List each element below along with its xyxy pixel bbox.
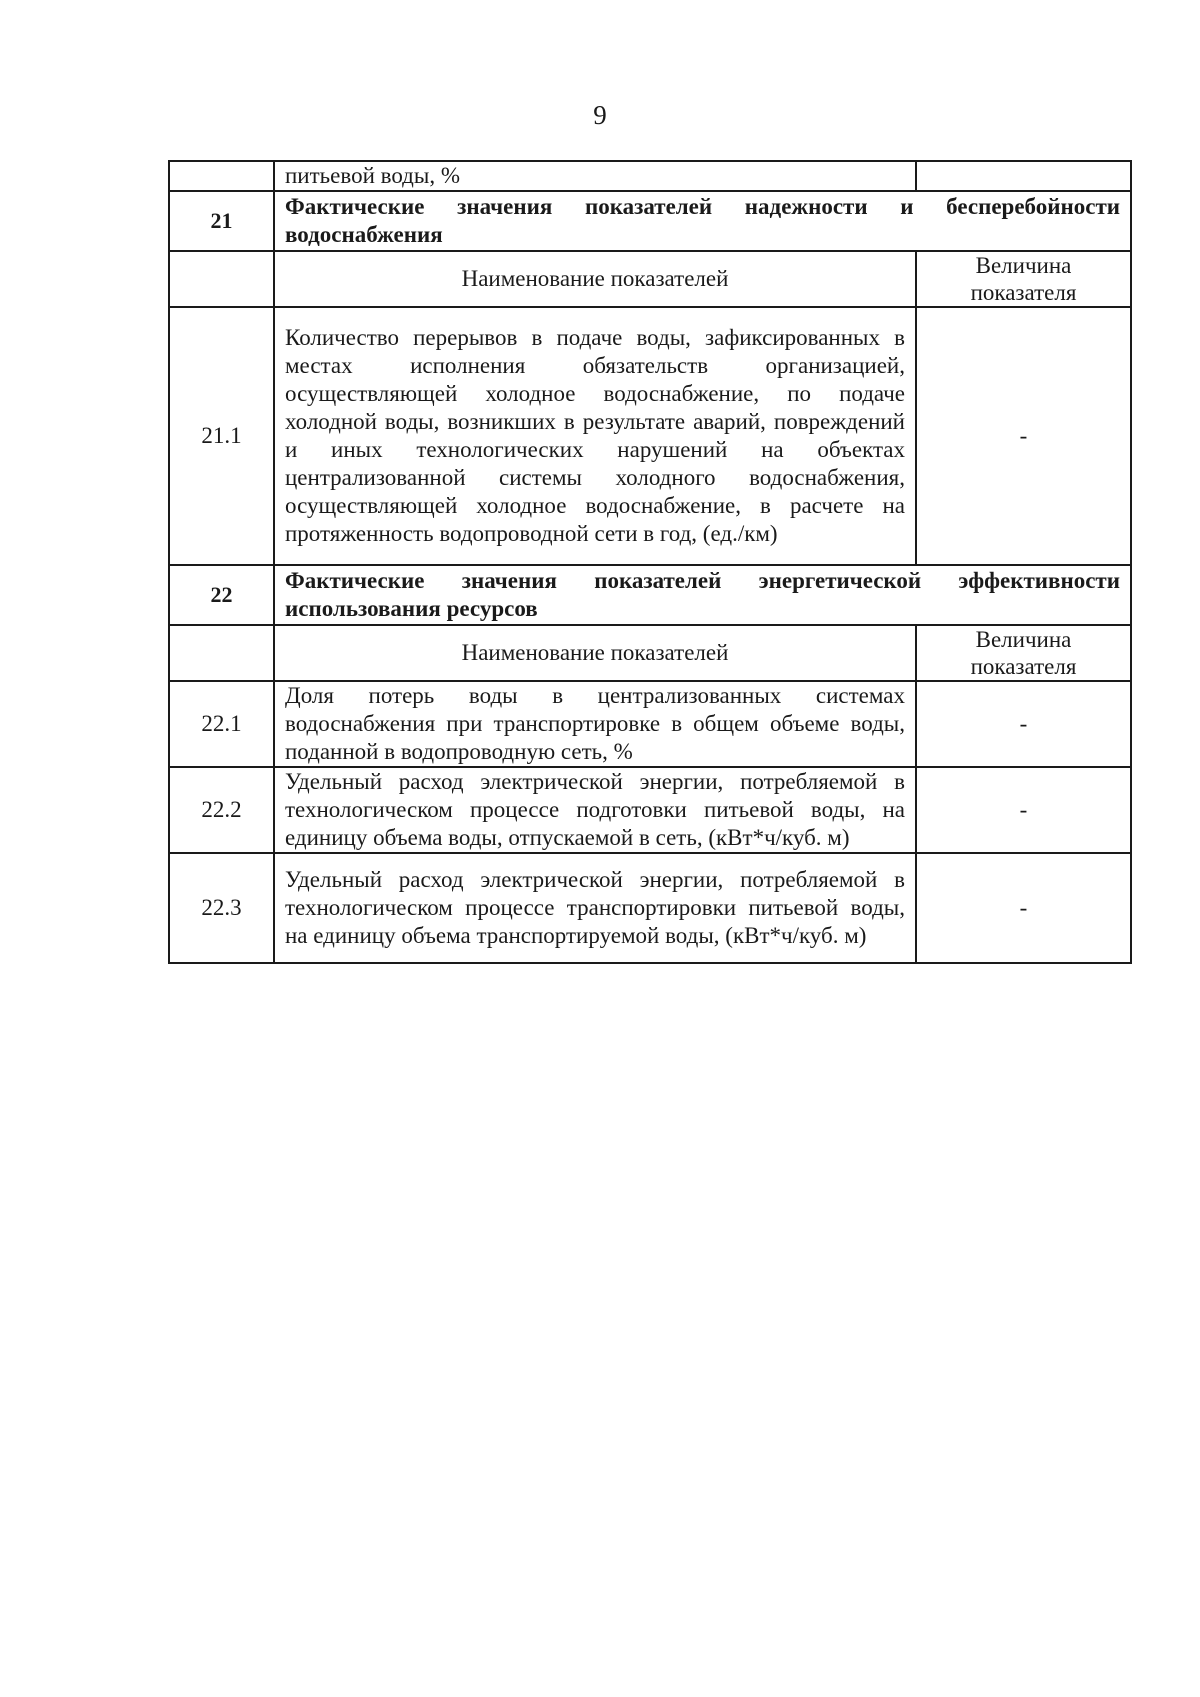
section-title: Фактические значения показателей энергетической эффективности использования ресурсов	[274, 565, 1131, 625]
table-row	[169, 853, 1131, 963]
row-number: 22.1	[169, 681, 274, 767]
row-value: -	[916, 307, 1131, 565]
row-number: 21.1	[169, 307, 274, 565]
table-row	[169, 307, 1131, 565]
row-description: Удельный расход электрической энергии, потребляемой в технологическом процессе подготовки питьевой воды, на единицу объема воды, отпускаемой в сеть, (кВт*ч/куб. м)	[274, 767, 916, 853]
row-description: Удельный расход электрической энергии, потребляемой в технологическом процессе транспортировки питьевой воды, на единицу объема транспортируемой воды, (кВт*ч/куб. м)	[274, 853, 916, 963]
column-header-name: Наименование показателей	[274, 625, 916, 681]
row-value	[916, 161, 1131, 191]
row-number	[169, 161, 274, 191]
row-number: 22.3	[169, 853, 274, 963]
section-row	[169, 565, 1131, 625]
column-header-name: Наименование показателей	[274, 251, 916, 307]
table-row	[169, 681, 1131, 767]
table-row	[169, 767, 1131, 853]
row-description: Доля потерь воды в централизованных системах водоснабжения при транспортировке в общем объеме воды, поданной в водопроводную сеть, %	[274, 681, 916, 767]
empty-cell	[169, 251, 274, 307]
empty-cell	[169, 625, 274, 681]
section-number: 22	[169, 565, 274, 625]
column-header-row	[169, 251, 1131, 307]
continuation-text: питьевой воды, %	[274, 161, 916, 191]
indicators-table	[168, 160, 1132, 964]
section-number: 21	[169, 191, 274, 251]
row-value: -	[916, 767, 1131, 853]
section-row	[169, 191, 1131, 251]
row-value: -	[916, 853, 1131, 963]
column-header-value: Величина показателя	[916, 251, 1131, 307]
column-header-row	[169, 625, 1131, 681]
row-number: 22.2	[169, 767, 274, 853]
section-title: Фактические значения показателей надежности и бесперебойности водоснабжения	[274, 191, 1131, 251]
table-row	[169, 161, 1131, 191]
row-description: Количество перерывов в подаче воды, зафиксированных в местах исполнения обязательств организацией, осуществляющей холодное водоснабжение, по подаче холодной воды, возникших в результате аварий, повреждений и иных технологических нарушений на объектах централизованной системы холодного водоснабжения, осуществляющей холодное водоснабжение, в расчете на протяженность водопроводной сети в год, (ед./км)	[274, 307, 916, 565]
page-number: 9	[593, 100, 607, 130]
column-header-value: Величина показателя	[916, 625, 1131, 681]
row-value: -	[916, 681, 1131, 767]
